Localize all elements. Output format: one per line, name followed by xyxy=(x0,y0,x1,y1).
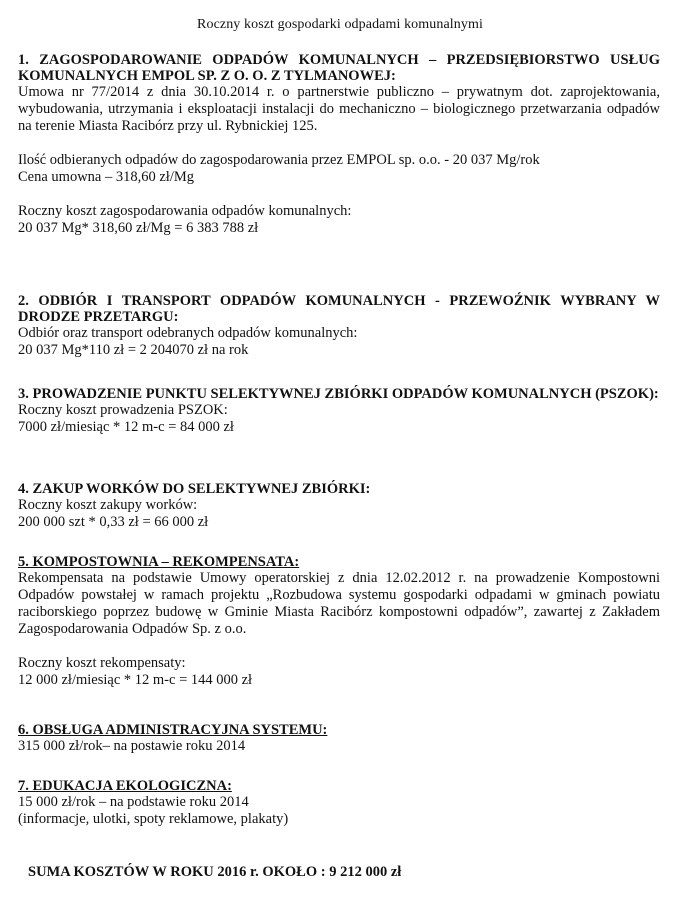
section-1-contract: Umowa nr 77/2014 z dnia 30.10.2014 r. o partnerstwie publiczno – prywatnym dot. zaprojektowania, wybudowania, utrzymania i eksploatacji instalacji do mechaniczno – biologicznego przetwarzania odpadów na terenie Miasta Racibórz przy ul. Rybnickiej 125. xyxy=(18,84,660,134)
section-3 xyxy=(18,386,660,436)
section-6-heading: 6. OBSŁUGA ADMINISTRACYJNA SYSTEMU: xyxy=(18,722,328,738)
section-6 xyxy=(18,722,660,755)
section-7 xyxy=(18,778,660,828)
section-5-heading: 5. KOMPOSTOWNIA – REKOMPENSATA: xyxy=(18,554,300,570)
section-5-label: Roczny koszt rekompensaty: xyxy=(18,655,186,671)
section-1-quantity: Ilość odbieranych odpadów do zagospodarowania przez EMPOL sp. o.o. - 20 037 Mg/rok xyxy=(18,152,540,168)
section-7-note: (informacje, ulotki, spoty reklamowe, plakaty) xyxy=(18,811,289,827)
document-title: Roczny koszt gospodarki odpadami komunalnymi xyxy=(197,17,483,32)
section-1 xyxy=(18,52,660,237)
section-3-heading: 3. PROWADZENIE PUNKTU SELEKTYWNEJ ZBIÓRKI ODPADÓW KOMUNALNYCH (PSZOK): xyxy=(18,386,659,402)
section-2 xyxy=(18,293,660,359)
section-1-price: Cena umowna – 318,60 zł/Mg xyxy=(18,169,194,185)
section-3-calc: 7000 zł/miesiąc * 12 m-c = 84 000 zł xyxy=(18,419,234,435)
section-2-label: Odbiór oraz transport odebranych odpadów komunalnych: xyxy=(18,325,358,341)
section-3-label: Roczny koszt prowadzenia PSZOK: xyxy=(18,402,228,418)
section-2-calc: 20 037 Mg*110 zł = 2 204070 zł na rok xyxy=(18,342,249,358)
section-7-text: 15 000 zł/rok – na podstawie roku 2014 xyxy=(18,794,249,810)
section-7-heading: 7. EDUKACJA EKOLOGICZNA: xyxy=(18,778,232,794)
section-4-calc: 200 000 szt * 0,33 zł = 66 000 zł xyxy=(18,514,209,530)
section-5-text: Rekompensata na podstawie Umowy operatorskiej z dnia 12.02.2012 r. na prowadzenie Kompostowni Odpadów powstałej w ramach projektu „Rozbudowa systemu gospodarki odpadami w gminach powiatu raciborskiego poprzez budowę w Gminie Miasta Racibórz kompostowni odpadów”, zawartej z Zakładem Zagospodarowania Odpadów Sp. z o.o. xyxy=(18,570,660,637)
section-5-calc: 12 000 zł/miesiąc * 12 m-c = 144 000 zł xyxy=(18,672,253,688)
section-2-heading: 2. ODBIÓR I TRANSPORT ODPADÓW KOMUNALNYCH - PRZEWOŹNIK WYBRANY W DRODZE PRZETARGU: xyxy=(18,293,660,325)
section-4-label: Roczny koszt zakupy worków: xyxy=(18,497,198,513)
section-1-heading: 1. ZAGOSPODAROWANIE ODPADÓW KOMUNALNYCH – PRZEDSIĘBIORSTWO USŁUG KOMUNALNYCH EMPOL SP. Z O. O. Z TYLMANOWEJ: xyxy=(18,52,660,84)
section-6-text: 315 000 zł/rok– na postawie roku 2014 xyxy=(18,738,246,754)
section-5 xyxy=(18,554,660,689)
section-1-cost-label: Roczny koszt zagospodarowania odpadów komunalnych: xyxy=(18,203,352,219)
total-cost: SUMA KOSZTÓW W ROKU 2016 r. OKOŁO : 9 212 000 zł xyxy=(28,864,402,880)
section-4 xyxy=(18,481,660,531)
section-4-heading: 4. ZAKUP WORKÓW DO SELEKTYWNEJ ZBIÓRKI: xyxy=(18,481,371,497)
section-1-cost-calc: 20 037 Mg* 318,60 zł/Mg = 6 383 788 zł xyxy=(18,220,259,236)
